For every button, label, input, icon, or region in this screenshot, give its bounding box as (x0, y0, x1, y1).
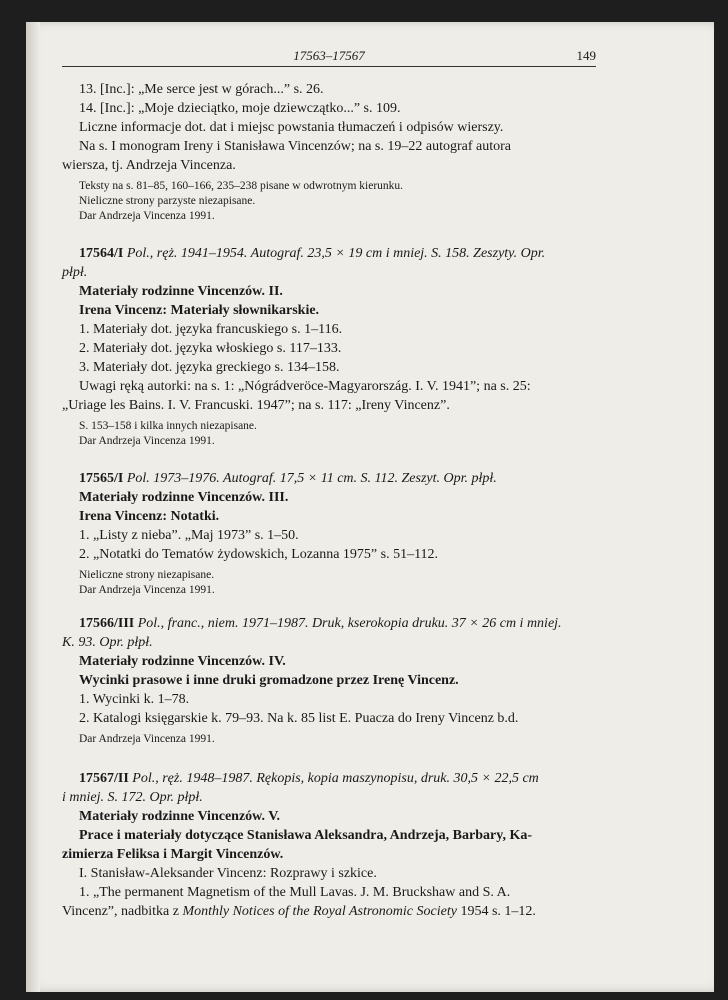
entry-subtitle: Irena Vincenz: Materiały słownikarskie. (79, 303, 320, 318)
paragraph: Na s. I monogram Ireny i Stanisława Vincenzów; na s. 19–22 autograf autora (79, 139, 512, 154)
entry-description-cont: i mniej. S. 172. Opr. płpł. (62, 790, 203, 805)
entry-description-cont: płpł. (62, 265, 88, 280)
entry-description: Pol., franc., niem. 1971–1987. Druk, kserokopia druku. 37 × 26 cm i mniej. (134, 616, 562, 631)
note: Dar Andrzeja Vincenza 1991. (79, 210, 215, 222)
entry-title: Materiały rodzinne Vincenzów. V. (79, 809, 281, 824)
entry-description: Pol. 1973–1976. Autograf. 17,5 × 11 cm. S. 112. Zeszyt. Opr. płpł. (123, 471, 497, 486)
paragraph: Liczne informacje dot. dat i miejsc powstania tłumaczeń i odpisów wierszy. (79, 120, 504, 135)
list-item: 14. [Inc.]: „Moje dzieciątko, moje dziewczątko...” s. 109. (79, 101, 401, 116)
entry-title: Materiały rodzinne Vincenzów. IV. (79, 654, 286, 669)
remark-cont: „Uriage les Bains. I. V. Francuski. 1947”; na s. 117: „Ireny Vincenz”. (62, 398, 450, 413)
list-item: 1. Wycinki k. 1–78. (79, 692, 190, 707)
running-header (62, 46, 596, 67)
catalog-entry-17567 (62, 769, 596, 921)
page-spine-shadow (26, 22, 40, 992)
note: Dar Andrzeja Vincenza 1991. (79, 584, 215, 596)
note: S. 153–158 i kilka innych niezapisane. (79, 420, 257, 432)
catalog-entry-17564 (62, 244, 596, 449)
page-number: 149 (576, 48, 596, 63)
entry-subtitle: Prace i materiały dotyczące Stanisława Aleksandra, Andrzeja, Barbary, Ka- (79, 828, 532, 843)
note: Teksty na s. 81–85, 160–166, 235–238 pisane w odwrotnym kierunku. (79, 180, 404, 192)
list-item-cont (62, 902, 596, 921)
entry-subtitle-cont: zimierza Feliksa i Margit Vincenzów. (62, 847, 284, 862)
list-item: 2. Katalogi księgarskie k. 79–93. Na k. 85 list E. Puacza do Ireny Vincenz b.d. (79, 711, 519, 726)
entry-description: Pol., ręż. 1941–1954. Autograf. 23,5 × 19 cm i mniej. S. 158. Zeszyty. Opr. (123, 246, 546, 261)
list-item: 2. Materiały dot. języka włoskiego s. 117–133. (79, 341, 342, 356)
catalog-entry-17566 (62, 614, 596, 747)
item-text: Vincenz”, nadbitka z (62, 904, 183, 919)
entry-id: 17565/I (79, 471, 124, 486)
note: Dar Andrzeja Vincenza 1991. (79, 435, 215, 447)
entry-title: Materiały rodzinne Vincenzów. II. (79, 284, 283, 299)
list-item: 3. Materiały dot. języka greckiego s. 134–158. (79, 360, 340, 375)
entry-id: 17567/II (79, 771, 129, 786)
item-text: 1954 s. 1–12. (456, 904, 536, 919)
note: Dar Andrzeja Vincenza 1991. (79, 733, 215, 745)
list-item: 13. [Inc.]: „Me serce jest w górach...” s. 26. (79, 82, 324, 97)
entry-subtitle: Irena Vincenz: Notatki. (79, 509, 220, 524)
list-item: 1. Materiały dot. języka francuskiego s. 1–116. (79, 322, 343, 337)
list-item: 1. „The permanent Magnetism of the Mull Lavas. J. M. Bruckshaw and S. A. (79, 885, 511, 900)
note: Nieliczne strony niezapisane. (79, 569, 215, 581)
entry-subtitle: Wycinki prasowe i inne druki gromadzone przez Irenę Vincenz. (79, 673, 459, 688)
journal-title: Monthly Notices of the Royal Astronomic Society (182, 904, 457, 919)
list-item: 1. „Listy z nieba”. „Maj 1973” s. 1–50. (79, 528, 299, 543)
entry-id: 17564/I (79, 246, 124, 261)
note: Nieliczne strony parzyste niezapisane. (79, 195, 256, 207)
running-title: 17563–17567 (293, 48, 365, 63)
entry-description: Pol., ręż. 1948–1987. Rękopis, kopia maszynopisu, druk. 30,5 × 22,5 cm (128, 771, 539, 786)
entry-title: Materiały rodzinne Vincenzów. III. (79, 490, 289, 505)
entry-id: 17566/III (79, 616, 135, 631)
entry-description-cont: K. 93. Opr. płpł. (62, 635, 153, 650)
paragraph-cont: wiersza, tj. Andrzeja Vincenza. (62, 158, 236, 173)
list-item: 2. „Notatki do Tematów żydowskich, Lozanna 1975” s. 51–112. (79, 547, 439, 562)
remark: Uwagi ręką autorki: na s. 1: „Nógrádveröce-Magyarország. I. V. 1941”; na s. 25: (79, 379, 531, 394)
section-heading: I. Stanisław-Aleksander Vincenz: Rozprawy i szkice. (79, 866, 377, 881)
catalog-entry-17565 (62, 469, 596, 598)
page-content (62, 80, 596, 921)
